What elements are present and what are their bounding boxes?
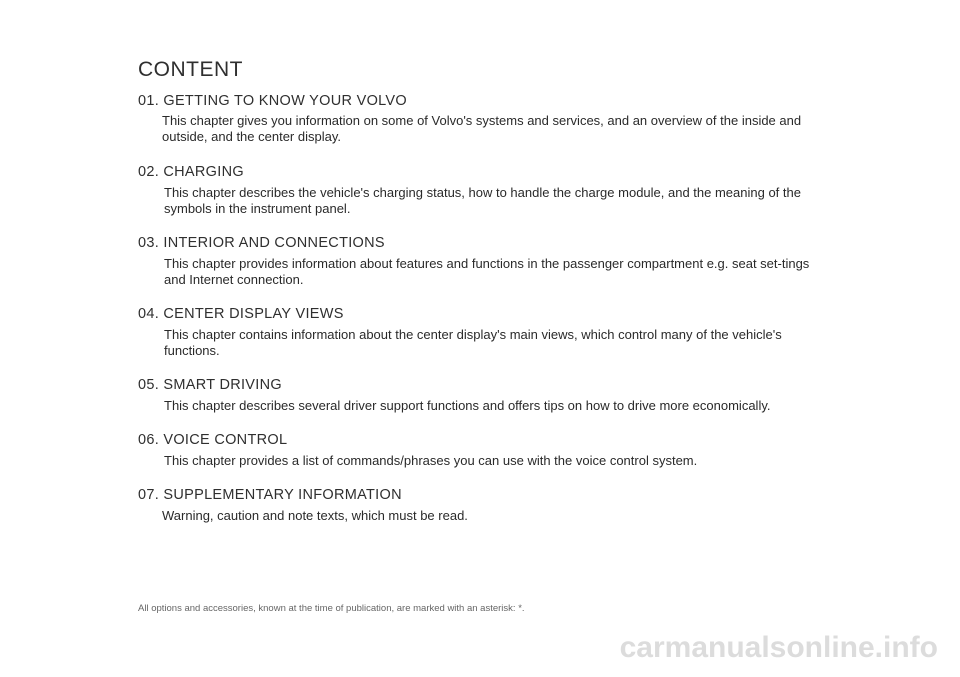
chapter-03 <box>138 234 828 288</box>
chapter-07 <box>138 486 828 524</box>
chapter-02 <box>138 163 828 217</box>
chapter-description: This chapter describes several driver support functions and offers tips on how to drive more economically. <box>164 398 771 413</box>
chapter-heading: 01. GETTING TO KNOW YOUR VOLVO <box>138 93 407 109</box>
chapter-01 <box>138 92 828 145</box>
footer-note: All options and accessories, known at the time of publication, are marked with an asterisk: *. <box>138 603 525 614</box>
chapter-heading: 07. SUPPLEMENTARY INFORMATION <box>138 487 402 503</box>
watermark: carmanualsonline.info <box>619 631 938 664</box>
chapter-description: This chapter describes the vehicle's charging status, how to handle the charge module, and the meaning of the symbols in the instrument panel. <box>164 185 801 216</box>
chapter-04 <box>138 305 828 359</box>
chapter-heading: 06. VOICE CONTROL <box>138 432 288 448</box>
chapter-description: This chapter provides a list of commands/phrases you can use with the voice control system. <box>164 453 698 468</box>
table-of-contents <box>138 92 828 524</box>
chapter-heading: 04. CENTER DISPLAY VIEWS <box>138 306 344 322</box>
chapter-description: Warning, caution and note texts, which must be read. <box>162 508 468 523</box>
chapter-description: This chapter contains information about the center display's main views, which control many of the vehicle's functions. <box>164 327 782 358</box>
chapter-description: This chapter provides information about features and functions in the passenger compartment e.g. seat set-tings and Internet connection. <box>164 256 810 287</box>
page-title: CONTENT <box>138 58 243 81</box>
chapter-06 <box>138 431 828 469</box>
chapter-description: This chapter gives you information on some of Volvo's systems and services, and an overview of the inside and outside, and the center display. <box>162 113 802 144</box>
chapter-heading: 05. SMART DRIVING <box>138 377 282 393</box>
chapter-heading: 02. CHARGING <box>138 164 244 180</box>
chapter-heading: 03. INTERIOR AND CONNECTIONS <box>138 235 385 251</box>
chapter-05 <box>138 376 828 414</box>
